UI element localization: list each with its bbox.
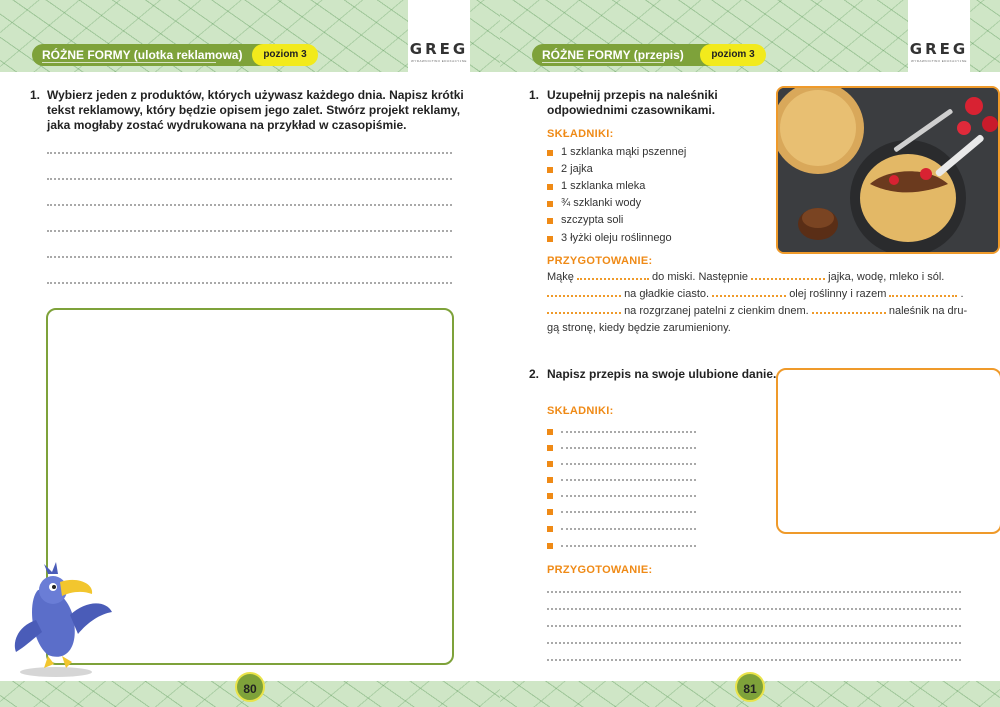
ingredient-item: 1 szklanka mleka bbox=[561, 180, 646, 192]
preparation-line: gą stronę, kiedy będzie zarumieniony. bbox=[547, 322, 731, 334]
bullet bbox=[547, 526, 553, 532]
bullet bbox=[547, 184, 553, 190]
answer-line[interactable] bbox=[47, 204, 452, 206]
preparation-answer-line[interactable] bbox=[547, 625, 961, 627]
ingredient-item: szczypta soli bbox=[561, 214, 624, 226]
answer-line[interactable] bbox=[47, 256, 452, 258]
ingredient-item: ¾ szklanki wody bbox=[561, 197, 642, 209]
fill-gap[interactable] bbox=[712, 288, 786, 297]
ingredient-answer-line[interactable] bbox=[561, 463, 696, 465]
task-line: Wybierz jeden z produktów, których używasz każdego dnia. Napisz krótki bbox=[47, 88, 464, 102]
bullet bbox=[547, 509, 553, 515]
section-title: RÓŻNE FORMY (przepis) bbox=[542, 48, 684, 62]
section-title: RÓŻNE FORMY (ulotka reklamowa) bbox=[42, 48, 243, 62]
ingredient-answer-line[interactable] bbox=[561, 431, 696, 433]
task-number: 1. bbox=[529, 88, 540, 102]
level-badge: poziom 3 bbox=[252, 44, 318, 66]
bullet bbox=[547, 445, 553, 451]
bullet bbox=[547, 201, 553, 207]
ingredients-heading: SKŁADNIKI: bbox=[547, 128, 614, 140]
bullet bbox=[547, 218, 553, 224]
ingredient-answer-line[interactable] bbox=[561, 528, 696, 530]
answer-line[interactable] bbox=[47, 230, 452, 232]
ingredient-answer-line[interactable] bbox=[561, 447, 696, 449]
dish-drawing-frame[interactable] bbox=[776, 368, 1000, 534]
page-number: 80 bbox=[235, 672, 265, 702]
preparation-answer-line[interactable] bbox=[547, 659, 961, 661]
ingredient-answer-line[interactable] bbox=[561, 545, 696, 547]
task-line: Uzupełnij przepis na naleśniki bbox=[547, 88, 718, 102]
ingredient-item: 2 jajka bbox=[561, 163, 593, 175]
task-line: odpowiednimi czasownikami. bbox=[547, 103, 716, 117]
task-line: Napisz przepis na swoje ulubione danie. bbox=[547, 367, 777, 381]
task-line: jaka mogłaby zostać wydrukowana na przykład w czasopiśmie. bbox=[47, 118, 407, 132]
fill-gap[interactable] bbox=[812, 305, 886, 314]
preparation-answer-line[interactable] bbox=[547, 591, 961, 593]
answer-line[interactable] bbox=[47, 282, 452, 284]
bird-mascot-illustration bbox=[8, 560, 118, 680]
preparation-line: na gładkie ciasto. olej roślinny i razem . bbox=[547, 288, 964, 300]
bullet bbox=[547, 493, 553, 499]
ingredient-answer-line[interactable] bbox=[561, 511, 696, 513]
fill-gap[interactable] bbox=[751, 271, 825, 280]
preparation-answer-line[interactable] bbox=[547, 642, 961, 644]
page-number: 81 bbox=[735, 672, 765, 702]
ingredient-item: 1 szklanka mąki pszennej bbox=[561, 146, 687, 158]
ingredient-item: 3 łyżki oleju roślinnego bbox=[561, 232, 672, 244]
answer-line[interactable] bbox=[47, 178, 452, 180]
publisher-logo: GREG WYDAWNICTWO EDUKACYJNE bbox=[908, 0, 970, 72]
answer-line[interactable] bbox=[47, 152, 452, 154]
right-page bbox=[500, 0, 1000, 707]
publisher-logo: GREG WYDAWNICTWO EDUKACYJNE bbox=[408, 0, 470, 72]
bullet bbox=[547, 543, 553, 549]
preparation-line: na rozgrzanej patelni z cienkim dnem. naleśnik na dru- bbox=[547, 305, 967, 317]
bullet bbox=[547, 150, 553, 156]
bullet bbox=[547, 167, 553, 173]
bullet bbox=[547, 461, 553, 467]
ingredient-answer-line[interactable] bbox=[561, 495, 696, 497]
fill-gap[interactable] bbox=[547, 288, 621, 297]
bullet bbox=[547, 429, 553, 435]
fill-gap[interactable] bbox=[577, 271, 649, 280]
preparation-answer-line[interactable] bbox=[547, 608, 961, 610]
preparation-line: Mąkę do miski. Następnie jajka, wodę, mleko i sól. bbox=[547, 271, 945, 283]
preparation-heading: PRZYGOTOWANIE: bbox=[547, 255, 653, 267]
pancake-photo bbox=[776, 86, 1000, 254]
task-number: 2. bbox=[529, 367, 540, 381]
level-badge: poziom 3 bbox=[700, 44, 766, 66]
preparation-heading: PRZYGOTOWANIE: bbox=[547, 564, 653, 576]
task-line: tekst reklamowy, który będzie opisem jego zalet. Stwórz projekt reklamy, bbox=[47, 103, 461, 117]
bullet bbox=[547, 477, 553, 483]
fill-gap[interactable] bbox=[889, 288, 957, 297]
ingredients-heading: SKŁADNIKI: bbox=[547, 405, 614, 417]
fill-gap[interactable] bbox=[547, 305, 621, 314]
ingredient-answer-line[interactable] bbox=[561, 479, 696, 481]
bullet bbox=[547, 236, 553, 242]
task-number: 1. bbox=[30, 88, 41, 102]
